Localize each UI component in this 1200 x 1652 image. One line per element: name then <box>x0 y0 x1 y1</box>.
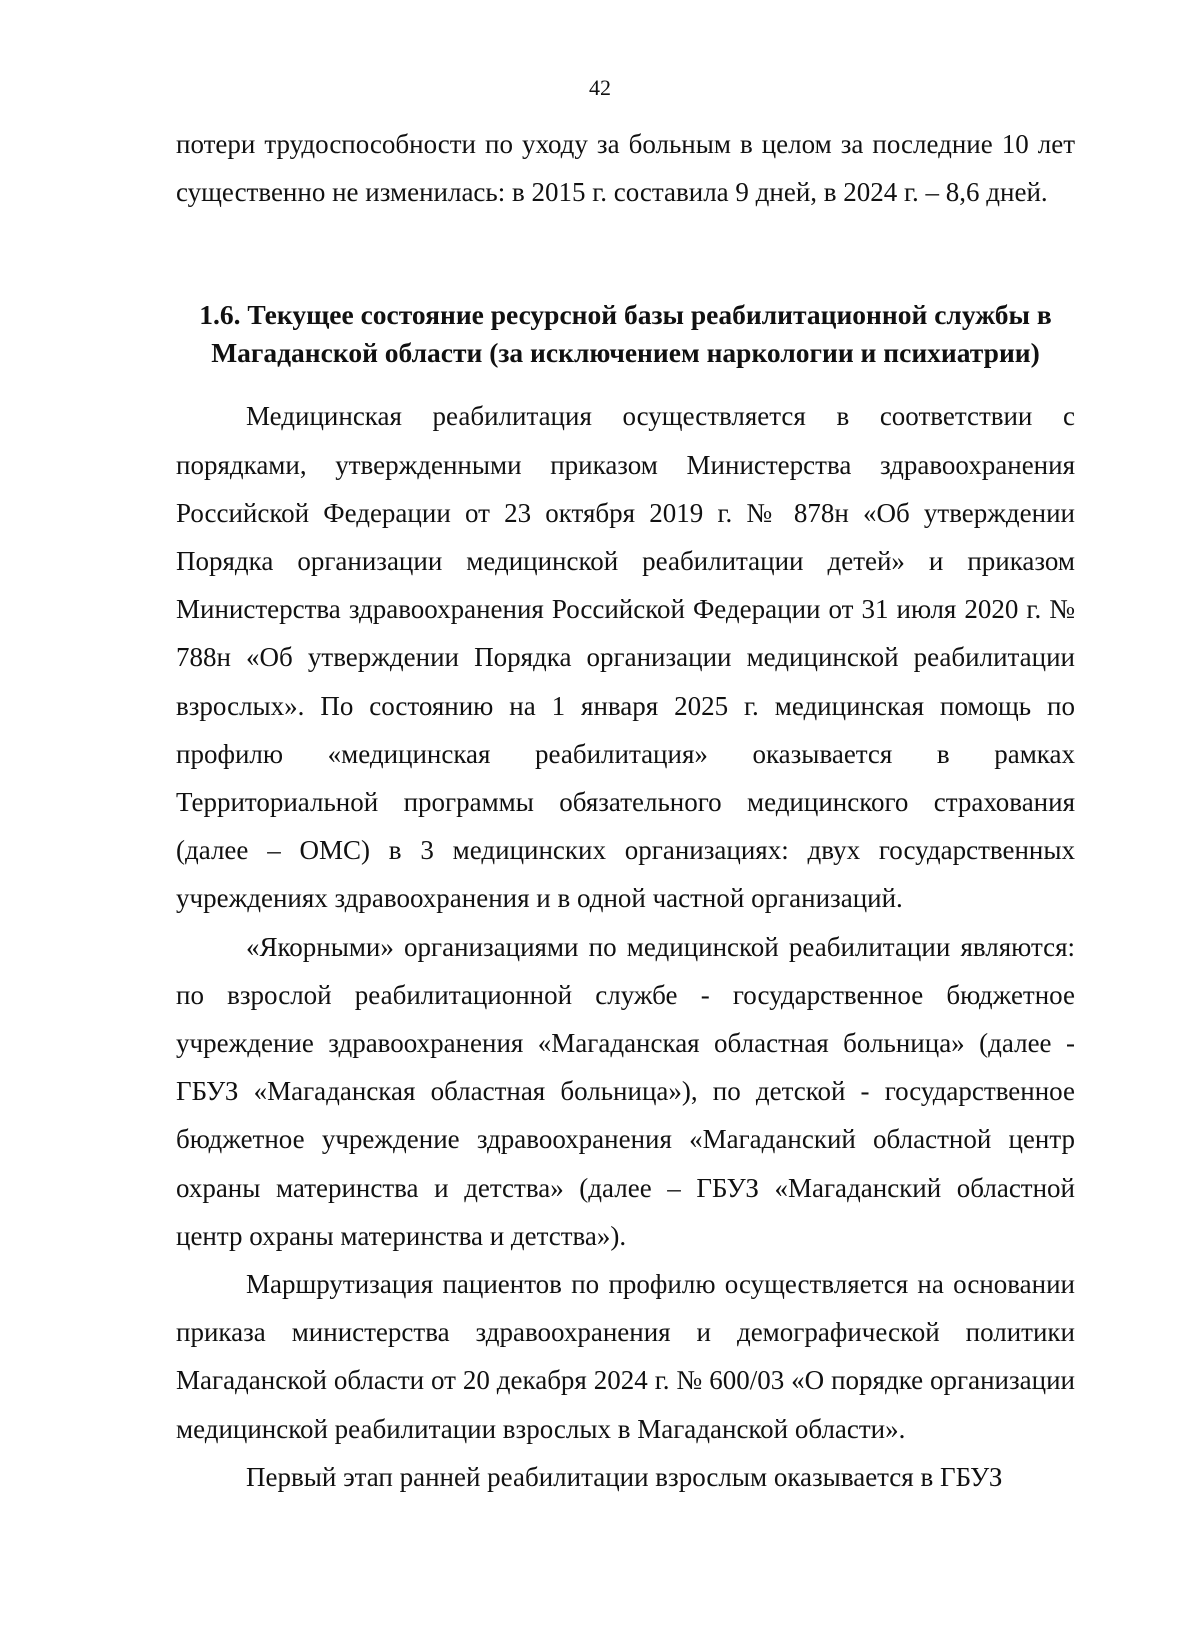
paragraph-anchor-organizations: «Якорными» организациями по медицинской реабилитации являются: по взрослой реабилитационной службе - государственное бюджетное учреждение здравоохранения «Магаданская областная больница» (далее - ГБУЗ «Магаданская областная больница»), по детской - государственное бюджетное учреждение здравоохранения «Магаданский областной центр охраны материнства и детства» (далее – ГБУЗ «Магаданский областной центр охраны материнства и детства»). <box>176 931 1075 1251</box>
document-body <box>176 120 1075 1501</box>
page-number: 42 <box>589 75 611 100</box>
paragraph-first-stage: Первый этап ранней реабилитации взрослым оказывается в ГБУЗ <box>246 1461 1003 1492</box>
paragraph-medical-rehabilitation: Медицинская реабилитация осуществляется в соответствии с порядками, утвержденными приказом Министерства здравоохранения Российской Федерации от 23 октября 2019 г. № 878н «Об утверждении Порядка организации медицинской реабилитации детей» и приказом Министерства здравоохранения Российской Федерации от 31 июля 2020 г. № 788н «Об утверждении Порядка организации медицинской реабилитации взрослых». По состоянию на 1 января 2025 г. медицинская помощь по профилю «медицинская реабилитация» оказывается в рамках Территориальной программы обязательного медицинского страхования (далее – ОМС) в 3 медицинских организациях: двух государственных учреждениях здравоохранения и в одной частной организаций. <box>176 401 1075 914</box>
section-heading: 1.6. Текущее состояние ресурсной базы реабилитационной службы в Магаданской области (за исключением наркологии и психиатрии) <box>199 299 1052 369</box>
continued-paragraph: потери трудоспособности по уходу за больным в целом за последние 10 лет существенно не изменилась: в 2015 г. составила 9 дней, в 2024 г. – 8,6 дней. <box>176 129 1075 208</box>
paragraph-patient-routing: Маршрутизация пациентов по профилю осуществляется на основании приказа министерства здравоохранения и демографической политики Магаданской области от 20 декабря 2024 г. № 600/03 «О порядке организации медицинской реабилитации взрослых в Магаданской области». <box>176 1269 1075 1444</box>
